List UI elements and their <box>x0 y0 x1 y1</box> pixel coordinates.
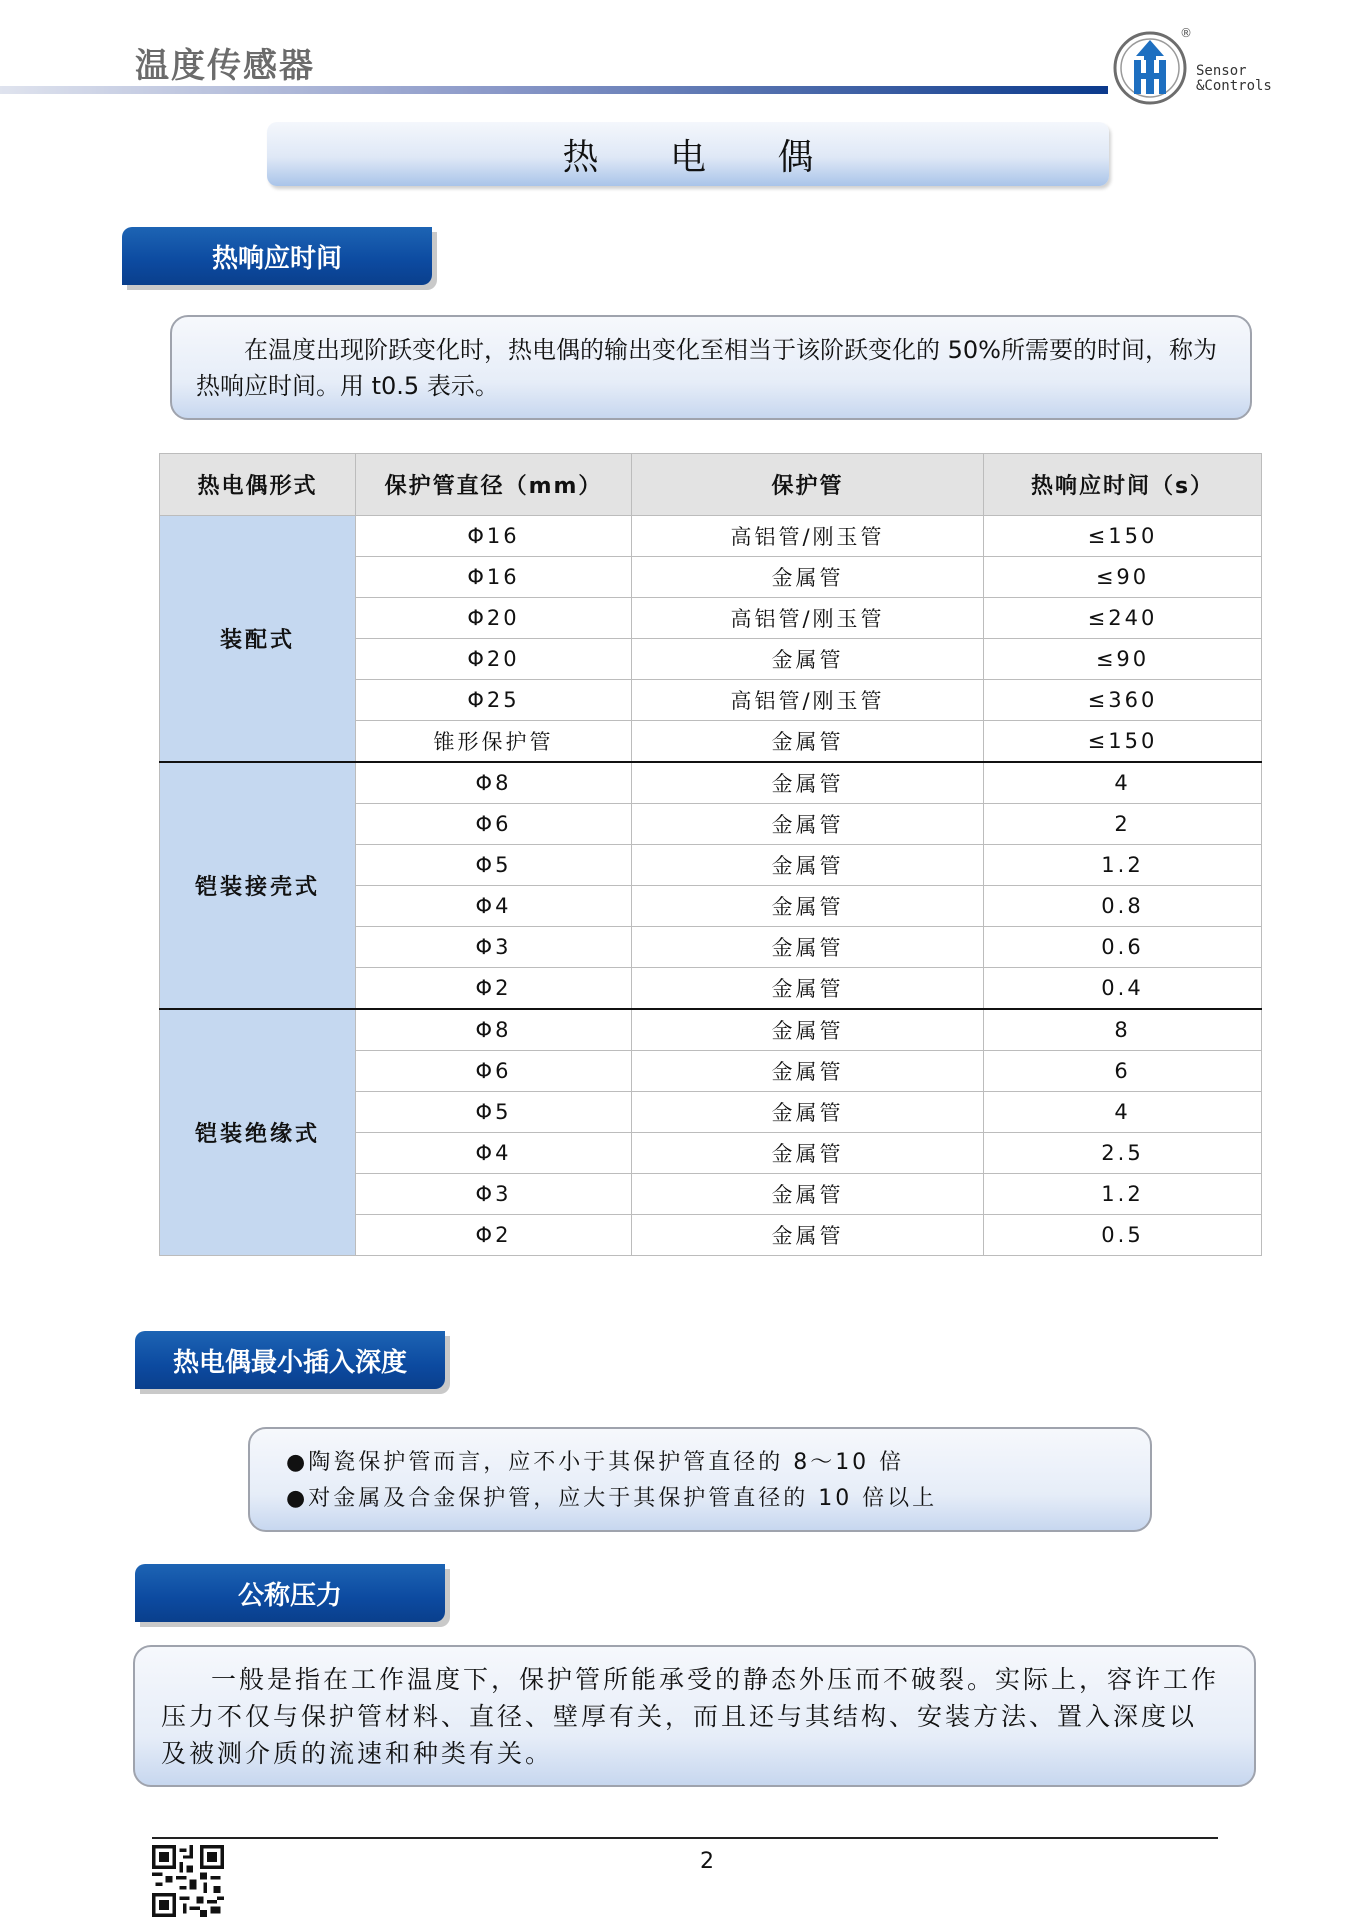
page-title-banner <box>267 122 1109 186</box>
table-cell-tube: 高铝管/刚玉管 <box>632 516 984 557</box>
page-number: 2 <box>700 1849 714 1874</box>
table-cell-tube: 金属管 <box>632 762 984 804</box>
table-row <box>160 762 1262 804</box>
table-cell-diameter: Φ2 <box>356 968 632 1010</box>
table-cell-diameter: 锥形保护管 <box>356 721 632 763</box>
table-header-response-time: 热响应时间（s） <box>984 454 1262 516</box>
table-cell-diameter: Φ6 <box>356 804 632 845</box>
table-header-tube: 保护管 <box>632 454 984 516</box>
table-cell-tube: 金属管 <box>632 804 984 845</box>
table-cell-diameter: Φ8 <box>356 762 632 804</box>
table-row <box>160 1009 1262 1051</box>
table-cell-diameter: Φ16 <box>356 557 632 598</box>
qr-code-icon <box>152 1845 224 1917</box>
table-cell-response-time: 0.4 <box>984 968 1262 1010</box>
table-cell-response-time: ≤90 <box>984 557 1262 598</box>
table-cell-tube: 金属管 <box>632 639 984 680</box>
company-logo-icon <box>1112 30 1188 106</box>
logo-line-1: Sensor <box>1196 63 1247 79</box>
logo-wordmark <box>1196 64 1272 94</box>
table-cell-diameter: Φ25 <box>356 680 632 721</box>
table-cell-tube: 高铝管/刚玉管 <box>632 598 984 639</box>
table-cell-diameter: Φ4 <box>356 1133 632 1174</box>
nominal-pressure-description: 一般是指在工作温度下，保护管所能承受的静态外压而不破裂。实际上，容许工作压力不仅与保护管材料、直径、壁厚有关，而且还与其结构、安装方法、置入深度以及被测介质的流速和种类有关。 <box>161 1665 1220 1768</box>
section-heading-nominal-pressure: 公称压力 <box>135 1564 445 1622</box>
table-cell-tube: 金属管 <box>632 1051 984 1092</box>
table-cell-response-time: 6 <box>984 1051 1262 1092</box>
response-time-table <box>159 453 1262 1256</box>
table-cell-tube: 金属管 <box>632 557 984 598</box>
table-cell-response-time: 4 <box>984 762 1262 804</box>
table-cell-tube: 金属管 <box>632 1009 984 1051</box>
table-cell-diameter: Φ5 <box>356 845 632 886</box>
table-header-row <box>160 454 1262 516</box>
table-cell-tube: 金属管 <box>632 927 984 968</box>
table-cell-diameter: Φ8 <box>356 1009 632 1051</box>
table-body <box>160 516 1262 1256</box>
table-cell-diameter: Φ16 <box>356 516 632 557</box>
document-header-title: 温度传感器 <box>135 46 315 86</box>
table-cell-response-time: 1.2 <box>984 845 1262 886</box>
table-cell-diameter: Φ3 <box>356 1174 632 1215</box>
registered-mark: ® <box>1180 26 1192 40</box>
table-cell-response-time: ≤150 <box>984 721 1262 763</box>
insertion-depth-box <box>248 1427 1152 1532</box>
table-cell-response-time: ≤360 <box>984 680 1262 721</box>
table-cell-tube: 金属管 <box>632 721 984 763</box>
table-cell-diameter: Φ6 <box>356 1051 632 1092</box>
footer-divider <box>152 1837 1218 1839</box>
table-cell-diameter: Φ4 <box>356 886 632 927</box>
table-row <box>160 516 1262 557</box>
table-header-diameter: 保护管直径（mm） <box>356 454 632 516</box>
section-heading-response-time: 热响应时间 <box>122 227 432 285</box>
table-cell-response-time: 4 <box>984 1092 1262 1133</box>
table-cell-tube: 金属管 <box>632 968 984 1010</box>
table-cell-diameter: Φ3 <box>356 927 632 968</box>
table-cell-response-time: 1.2 <box>984 1174 1262 1215</box>
table-header-type: 热电偶形式 <box>160 454 356 516</box>
table-cell-response-time: 0.8 <box>984 886 1262 927</box>
table-cell-tube: 金属管 <box>632 1133 984 1174</box>
response-time-description: 在温度出现阶跃变化时，热电偶的输出变化至相当于该阶跃变化的 50%所需要的时间，称为热响应时间。用 t0.5 表示。 <box>196 336 1217 400</box>
table-cell-response-time: 0.5 <box>984 1215 1262 1256</box>
table-cell-tube: 金属管 <box>632 1174 984 1215</box>
section-heading-insertion-depth: 热电偶最小插入深度 <box>135 1331 445 1389</box>
table-group-label: 装配式 <box>160 516 356 763</box>
table-cell-tube: 金属管 <box>632 845 984 886</box>
insertion-depth-bullet-ceramic: ●陶瓷保护管而言，应不小于其保护管直径的 8～10 倍 <box>286 1450 905 1475</box>
table-cell-diameter: Φ5 <box>356 1092 632 1133</box>
table-cell-diameter: Φ20 <box>356 598 632 639</box>
nominal-pressure-box <box>133 1645 1256 1787</box>
logo-line-2: &Controls <box>1196 78 1272 94</box>
table-cell-response-time: 2 <box>984 804 1262 845</box>
table-cell-diameter: Φ2 <box>356 1215 632 1256</box>
table-cell-tube: 金属管 <box>632 886 984 927</box>
table-cell-response-time: 2.5 <box>984 1133 1262 1174</box>
table-cell-response-time: ≤90 <box>984 639 1262 680</box>
table-cell-tube: 高铝管/刚玉管 <box>632 680 984 721</box>
table-cell-tube: 金属管 <box>632 1092 984 1133</box>
table-group-label: 铠装绝缘式 <box>160 1009 356 1256</box>
table-cell-response-time: 0.6 <box>984 927 1262 968</box>
insertion-depth-bullet-metal: ●对金属及合金保护管，应大于其保护管直径的 10 倍以上 <box>286 1486 938 1511</box>
response-time-description-box <box>170 315 1252 420</box>
table-cell-response-time: 8 <box>984 1009 1262 1051</box>
table-group-label: 铠装接壳式 <box>160 762 356 1009</box>
table-cell-response-time: ≤150 <box>984 516 1262 557</box>
table-cell-tube: 金属管 <box>632 1215 984 1256</box>
table-cell-diameter: Φ20 <box>356 639 632 680</box>
page-title: 热 电 偶 <box>562 136 844 178</box>
header-gradient-bar <box>0 86 1108 94</box>
table-cell-response-time: ≤240 <box>984 598 1262 639</box>
